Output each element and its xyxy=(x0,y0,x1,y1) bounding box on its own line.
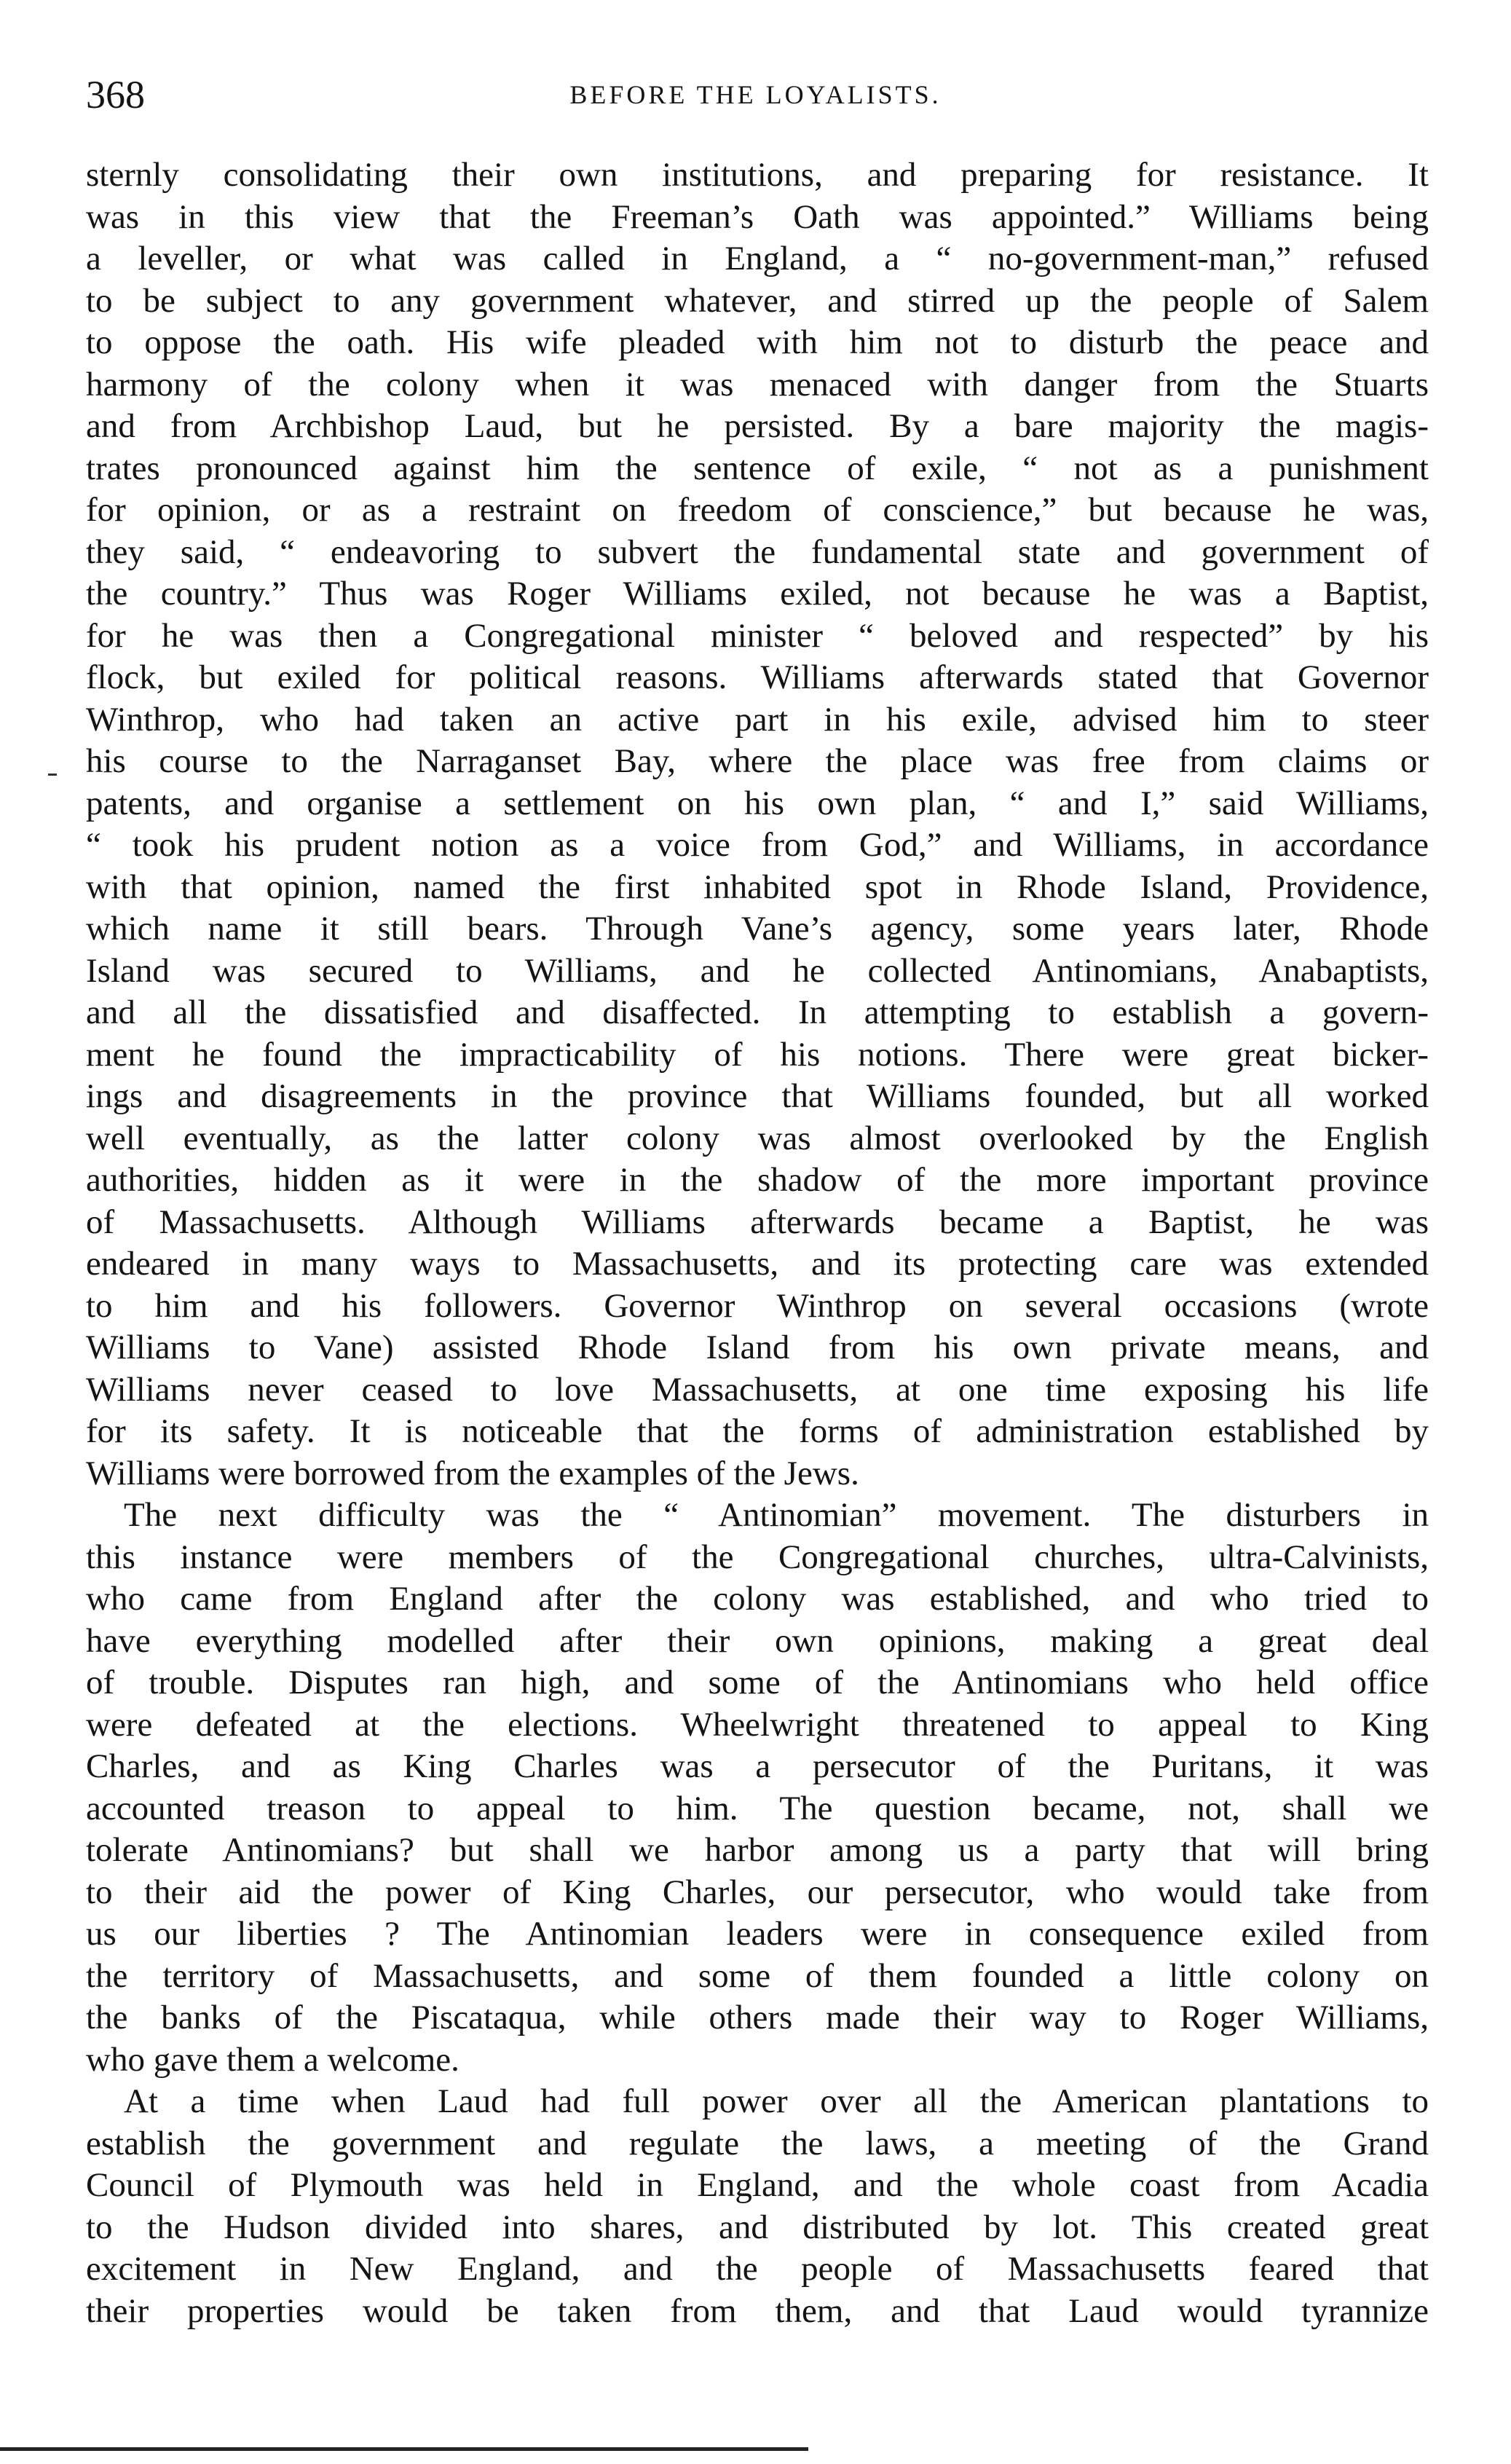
text-line: sternly consolidating their own institutions, and preparing for resistance. It xyxy=(86,156,1429,194)
text-line: authorities, hidden as it were in the shadow of the more important province xyxy=(86,1161,1429,1199)
page-number: 368 xyxy=(86,73,145,117)
text-line: of trouble. Disputes ran high, and some of the Antinomians who held office xyxy=(86,1664,1429,1701)
text-line: trates pronounced against him the sentence of exile, “ not as a punishment xyxy=(86,449,1429,487)
text-line: to their aid the power of King Charles, our persecutor, who would take from xyxy=(86,1873,1429,1911)
text-line: flock, but exiled for political reasons. Williams afterwards stated that Governor xyxy=(86,658,1429,696)
text-line: ings and disagreements in the province that Williams founded, but all worked xyxy=(86,1077,1429,1115)
text-line: Charles, and as King Charles was a persecutor of the Puritans, it was xyxy=(86,1747,1429,1785)
text-line: to him and his followers. Governor Winthrop on several occasions (wrote xyxy=(86,1286,1429,1325)
text-line: and from Archbishop Laud, but he persisted. By a bare majority the magis- xyxy=(86,407,1429,445)
text-line: Williams were borrowed from the examples of the Jews. xyxy=(86,1454,859,1492)
text-line: tolerate Antinomians? but shall we harbor among us a party that will bring xyxy=(86,1831,1429,1869)
running-head: BEFORE THE LOYALISTS. xyxy=(569,80,942,109)
text-line: At a time when Laud had full power over all the American plantations to xyxy=(124,2082,1429,2120)
text-line: the banks of the Piscataqua, while others made their way to Roger Williams, xyxy=(86,1999,1429,2036)
text-line: a leveller, or what was called in England, a “ no-government-man,” refused xyxy=(86,240,1429,278)
text-line: their properties would be taken from them, and that Laud would tyrannize xyxy=(86,2291,1429,2330)
text-line: who gave them a welcome. xyxy=(86,2040,459,2079)
text-line: and all the dissatisfied and disaffected. In attempting to establish a govern- xyxy=(86,993,1429,1031)
text-line: Williams never ceased to love Massachusetts, at one time exposing his life xyxy=(86,1370,1429,1409)
text-line: The next difficulty was the “ Antinomian” movement. The disturbers in xyxy=(124,1496,1429,1534)
text-line: the territory of Massachusetts, and some of them founded a little colony on xyxy=(86,1956,1429,1995)
text-line: accounted treason to appeal to him. The question became, not, shall we xyxy=(86,1789,1429,1827)
text-line: for he was then a Congregational minister “ beloved and respected” by his xyxy=(86,616,1429,655)
text-line: ment he found the impracticability of his notions. There were great bicker- xyxy=(86,1035,1429,1074)
text-line: establish the government and regulate the laws, a meeting of the Grand xyxy=(86,2124,1429,2162)
text-line: well eventually, as the latter colony was almost overlooked by the English xyxy=(86,1119,1429,1157)
bottom-rule xyxy=(0,2447,808,2451)
text-line: to be subject to any government whatever, and stirred up the people of Salem xyxy=(86,281,1429,320)
text-line: excitement in New England, and the people of Massachusetts feared that xyxy=(86,2250,1429,2288)
page-header xyxy=(0,69,1511,120)
text-line: were defeated at the elections. Wheelwright threatened to appeal to King xyxy=(86,1705,1429,1744)
text-line: “ took his prudent notion as a voice from God,” and Williams, in accordance xyxy=(86,826,1429,864)
text-line: the country.” Thus was Roger Williams exiled, not because he was a Baptist, xyxy=(86,575,1429,613)
text-line: Island was secured to Williams, and he collected Antinomians, Anabaptists, xyxy=(86,951,1429,990)
text-line: with that opinion, named the first inhabited spot in Rhode Island, Providence, xyxy=(86,867,1429,906)
text-line: to the Hudson divided into shares, and distributed by lot. This created great xyxy=(86,2208,1429,2246)
body-text xyxy=(86,154,1429,2332)
text-line: to oppose the oath. His wife pleaded with him not to disturb the peace and xyxy=(86,323,1429,361)
text-line: have everything modelled after their own opinions, making a great deal xyxy=(86,1621,1429,1660)
text-line: who came from England after the colony was established, and who tried to xyxy=(86,1580,1429,1618)
text-line: of Massachusetts. Although Williams afterwards became a Baptist, he was xyxy=(86,1203,1429,1241)
text-line: Williams to Vane) assisted Rhode Island from his own private means, and xyxy=(86,1329,1429,1366)
text-line: they said, “ endeavoring to subvert the fundamental state and government of xyxy=(86,532,1429,571)
text-line: Council of Plymouth was held in England, and the whole coast from Acadia xyxy=(86,2166,1429,2204)
text-line: his course to the Narraganset Bay, where the place was free from claims or xyxy=(86,742,1429,780)
text-line: us our liberties ? The Antinomian leaders were in consequence exiled from xyxy=(86,1915,1429,1953)
text-line: which name it still bears. Through Vane’s agency, some years later, Rhode xyxy=(86,910,1429,948)
text-line: patents, and organise a settlement on his own plan, “ and I,” said Williams, xyxy=(86,784,1429,822)
text-line: was in this view that the Freeman’s Oath was appointed.” Williams being xyxy=(86,197,1429,236)
text-line: for its safety. It is noticeable that the forms of administration established by xyxy=(86,1412,1429,1450)
text-line: Winthrop, who had taken an active part in his exile, advised him to steer xyxy=(86,700,1429,739)
text-line: this instance were members of the Congregational churches, ultra-Calvinists, xyxy=(86,1538,1429,1576)
text-line: harmony of the colony when it was menaced with danger from the Stuarts xyxy=(86,365,1429,404)
text-line: endeared in many ways to Massachusetts, and its protecting care was extended xyxy=(86,1245,1429,1283)
text-line: for opinion, or as a restraint on freedom of conscience,” but because he was, xyxy=(86,491,1429,529)
margin-mark xyxy=(48,774,57,776)
